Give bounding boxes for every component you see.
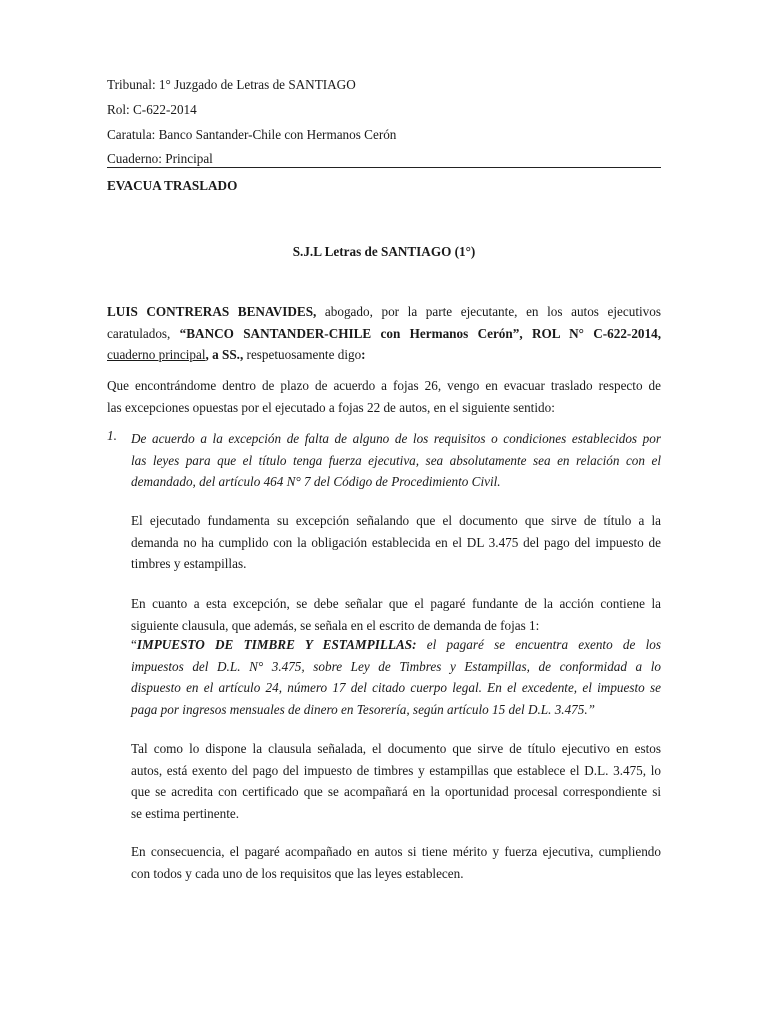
header-cuaderno: Cuaderno: Principal: [107, 151, 213, 166]
text-line: En consecuencia, el pagaré acompañado en autos si tiene mérito y fuerza ejecutiva, cumpliendo: [131, 844, 661, 859]
intro-line: [107, 301, 661, 323]
open-quote: “: [131, 637, 137, 652]
text-line: Tal como lo dispone la clausula señalada, el documento que sirve de título ejecutivo en estos: [131, 741, 661, 756]
paragraph-2: [131, 510, 661, 575]
addressee: S.J.L Letras de SANTIAGO (1°): [292, 244, 476, 259]
case-caption: “BANCO SANTANDER-CHILE con Hermanos Cerón”, ROL N° C-622-2014,: [179, 325, 661, 341]
intro-text: caratulados,: [107, 325, 180, 341]
header-caratula: Caratula: Banco Santander-Chile con Hermanos Cerón: [107, 127, 397, 142]
clause-text: el pagaré se encuentra exento de los: [416, 637, 662, 652]
paragraph-5: [131, 841, 661, 884]
text-line: demandado, del artículo 464 N° 7 del Código de Procedimiento Civil.: [131, 474, 501, 489]
text-line: impuestos del D.L. N° 3.475, sobre Ley de Timbres y Estampillas, de conformidad a lo: [131, 658, 661, 674]
text-line: De acuerdo a la excepción de falta de alguno de los requisitos o condiciones establecidos por: [131, 431, 661, 446]
intro-text: respetuosamente digo: [243, 347, 362, 362]
intro-colon: :: [361, 347, 366, 362]
item-1-text: [131, 428, 661, 493]
text-line: se estima pertinente.: [131, 805, 240, 821]
text-line: las leyes para que el título tenga fuerza ejecutiva, sea absolutamente sea en relación con el: [131, 452, 661, 468]
text-line: con todos y cada uno de los requisitos que las leyes establecen.: [131, 865, 464, 881]
paragraph-4: [131, 738, 661, 824]
clause-heading: IMPUESTO DE TIMBRE Y ESTAMPILLAS:: [136, 637, 417, 652]
text-line: En cuanto a esta excepción, se debe señalar que el pagaré fundante de la acción contiene la: [131, 596, 661, 611]
text-line: demanda no ha cumplido con la obligación establecida en el DL 3.475 del pago del impuesto de: [131, 534, 661, 550]
intro-text: abogado, por la parte ejecutante, en los autos ejecutivos: [316, 304, 661, 319]
header-tribunal: Tribunal: 1° Juzgado de Letras de SANTIAGO: [107, 77, 356, 92]
text-line: El ejecutado fundamenta su excepción señalando que el documento que sirve de título a la: [131, 513, 661, 528]
paragraph-3: [131, 593, 661, 636]
text-line: Que encontrándome dentro de plazo de acuerdo a fojas 26, vengo en evacuar traslado respecto de: [107, 378, 661, 393]
text-line: paga por ingresos mensuales de dinero en Tesorería, según artículo 15 del D.L. 3.475.”: [131, 701, 595, 717]
header-divider: [107, 167, 661, 168]
intro-line: [107, 344, 661, 366]
text-line: timbres y estampillas.: [131, 556, 247, 571]
text-line: dispuesto en el artículo 24, número 17 del citado cuerpo legal. En el excedente, el impuesto se: [131, 680, 661, 695]
paragraph-1: [107, 375, 661, 418]
document-title: EVACUA TRASLADO: [107, 178, 238, 193]
text-line: las excepciones opuestas por el ejecutado a fojas 22 de autos, en el siguiente sentido:: [107, 399, 555, 415]
text-line: siguiente clausula, que además, se señala en el escrito de demanda de fojas 1:: [131, 617, 540, 633]
intro-bold: , a SS.,: [205, 347, 244, 362]
text-line: [131, 634, 661, 656]
text-line: que se acredita con certificado que se acompañará en la oportunidad procesal correspondiente si: [131, 784, 661, 799]
intro-line: [107, 323, 661, 345]
item-number: 1.: [107, 428, 117, 443]
header-rol: Rol: C-622-2014: [107, 102, 197, 117]
quoted-clause: [131, 634, 661, 720]
text-line: autos, está exento del pago del impuesto de timbres y estampillas que establece el D.L. 3.475, lo: [131, 762, 661, 778]
cuaderno-text: cuaderno principal: [107, 347, 206, 362]
lawyer-name: LUIS CONTRERAS BENAVIDES,: [107, 304, 317, 319]
intro-paragraph: [107, 301, 661, 366]
